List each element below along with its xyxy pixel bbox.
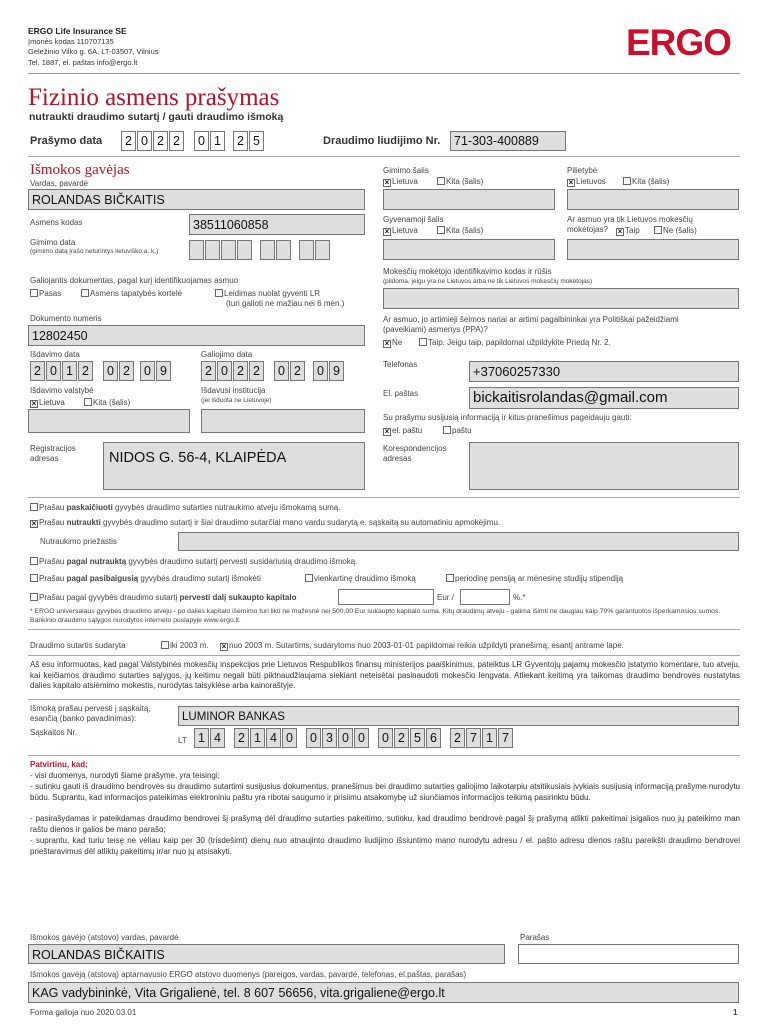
citizenship-label: Pilietybė	[567, 166, 598, 175]
divider	[28, 629, 740, 630]
issue-date-digit[interactable]: 2	[119, 361, 134, 381]
residence-field[interactable]	[383, 239, 555, 260]
company-address: Geležinio Vilko g. 6A, LT-03507, Vilnius	[28, 47, 159, 56]
issuer-field[interactable]	[201, 409, 365, 433]
company-contacts: Tel. 1887, el. paštas info@ergo.lt	[28, 58, 138, 67]
account-digit[interactable]: 7	[498, 728, 513, 748]
doc-option-residence-permit[interactable]: Leidimas nuolat gyventi LR	[215, 289, 320, 298]
checkbox-icon[interactable]	[437, 226, 445, 234]
issue-state-lithuania[interactable]: × Lietuva	[31, 398, 65, 408]
checkbox-checked-icon[interactable]: ×	[384, 427, 390, 436]
bank-label: Išmoką prašau pervesti į sąskaitą, esančią (banko pavadinimas):	[30, 704, 151, 723]
agent-label: Išmokos gavėją (atstovą) aptarnavusio ERGO atstovo duomenys (pareigos, vardas, pavardė, telefonas, el.paštas, parašas)	[30, 970, 467, 979]
personal-code-field[interactable]: 38511060858	[189, 214, 365, 235]
request-calculate[interactable]: Prašau paskaičiuoti gyvybės draudimo sutarties nutraukimo atveju išmokamą sumą.	[30, 503, 340, 512]
header-divider	[28, 73, 740, 74]
account-digit[interactable]: 6	[426, 728, 441, 748]
issue-date-digit[interactable]: 0	[46, 361, 61, 381]
checkbox-icon[interactable]	[419, 338, 427, 346]
pep-no[interactable]: × Ne	[384, 338, 403, 348]
email-field[interactable]: bickaitisrolandas@gmail.com	[469, 387, 739, 409]
request-transfer-terminated[interactable]: Prašau pagal nutrauktą gyvybės draudimo sutartį pervesti susidariusią draudimo išmoką.	[30, 557, 357, 566]
account-digit[interactable]: 0	[306, 728, 321, 748]
termination-reason-label: Nutraukimo priežastis	[40, 537, 117, 546]
issue-state-field[interactable]	[28, 409, 190, 433]
lt-taxpayer-field[interactable]	[567, 239, 739, 260]
withdrawal-percent-field[interactable]	[460, 589, 510, 605]
birth-country-label: Gimimo šalis	[383, 166, 429, 175]
info-delivery-email[interactable]: × el. paštu	[384, 426, 423, 436]
account-prefix: LT	[178, 736, 187, 745]
account-digit[interactable]: 4	[266, 728, 281, 748]
name-label: Vardas, pavardė	[30, 179, 89, 188]
request-terminate[interactable]: × Prašau nutraukti gyvybės draudimo sutartį ir šiai draudimo sutarčiai mano vardu sudarytą e. sąskaitą su automatiniu apmokėjimu.	[31, 518, 501, 528]
confirm-heading: Patvirtinu, kad:	[30, 760, 88, 769]
account-number-label: Sąskaitos Nr.	[30, 728, 78, 737]
divider	[28, 755, 740, 756]
doc-option-hint: (turi galioti ne mažiau nei 6 mėn.)	[226, 299, 345, 308]
email-label: El. paštas	[383, 389, 419, 398]
signer-name-label: Išmokos gavėjo (atstovo) vardas, pavardė	[30, 933, 179, 942]
birth-country-lithuania[interactable]: × Lietuva	[384, 177, 418, 187]
issuer-label: Išdavusi institucija	[201, 386, 266, 395]
account-digit[interactable]: 3	[322, 728, 337, 748]
birth-date-cell[interactable]	[205, 240, 220, 260]
account-digit[interactable]: 0	[282, 728, 297, 748]
page-subtitle: nutraukti draudimo sutartį / gauti draudimo išmoką	[29, 111, 284, 123]
footnote: * ERGO universalaus gyvybės draudimo atveju - po dalies kapitalo išėmimo turi likti ne mažesnė nei 500,00 Eur sukaupto kapitalo suma. Kitų draudimų atveju - galima išimti ne daugiau kaip 70% garantuotos išperkamosios sumos. Bankinio draudimo sąlygos nurodytos interneto puslapyje www.ergo.lt.	[30, 608, 721, 624]
request-date-digit[interactable]: 2	[153, 131, 168, 151]
birth-date-hint: (gimimo datą įrašo neturintys lietuviško a. k.)	[30, 248, 159, 255]
residence-lithuania[interactable]: × Lietuva	[384, 226, 418, 236]
birth-country-other[interactable]: Kita (šalis)	[437, 177, 483, 186]
signature-label: Parašas	[520, 933, 550, 942]
issue-date-digit[interactable]: 9	[156, 361, 171, 381]
request-date-digit[interactable]: 0	[137, 131, 152, 151]
valid-date-digit[interactable]: 0	[313, 361, 328, 381]
valid-date-digit[interactable]: 2	[290, 361, 305, 381]
checkbox-icon[interactable]	[84, 398, 92, 406]
account-digit[interactable]: 1	[482, 728, 497, 748]
policy-number-label: Draudimo liudijimo Nr.	[323, 135, 441, 147]
valid-date-digit[interactable]: 0	[274, 361, 289, 381]
residence-label: Gyvenamoji šalis	[383, 215, 444, 224]
account-digit[interactable]: 1	[250, 728, 265, 748]
valid-date-digit[interactable]: 2	[201, 361, 216, 381]
account-digit[interactable]: 0	[378, 728, 393, 748]
divider	[28, 699, 740, 700]
residence-other[interactable]: Kita (šalis)	[437, 226, 483, 235]
birth-date-cell[interactable]	[221, 240, 236, 260]
document-number-label: Dokumento numeris	[30, 314, 102, 323]
info-delivery-label: Su prašymu susijusią informaciją ir kitus pranešimus pageidauju gauti:	[383, 413, 632, 422]
issue-date-digit[interactable]: 0	[140, 361, 155, 381]
withdrawal-amount-field[interactable]	[338, 589, 434, 605]
account-digit[interactable]: 5	[410, 728, 425, 748]
checkbox-icon[interactable]	[30, 503, 38, 511]
checkbox-checked-icon[interactable]: ×	[384, 178, 390, 187]
registration-address-label: Registracijos adresas	[30, 444, 76, 463]
policy-number-field[interactable]: 71-303-400889	[450, 131, 566, 151]
tin-label: Mokesčių mokėtojo identifikavimo kodas ir rūšis	[383, 267, 552, 276]
withdrawal-percent-label: %.*	[513, 593, 526, 602]
birth-date-cell[interactable]	[189, 240, 204, 260]
pep-label: Ar asmuo, jo artimieji šeimos nariai ar artimi pagalbininkai yra Politiškai pažeidžiami (paveikiami) asmenys (PPA)?	[383, 315, 679, 334]
request-partial-withdrawal[interactable]: Prašau pagal gyvybės draudimo sutartį pervesti dalį sukaupto kapitalo	[30, 593, 296, 602]
signer-name-field[interactable]: ROLANDAS BIČKAITIS	[28, 944, 505, 964]
payout-pension[interactable]: periodinę pensiją ar mėnesinę studijų stipendiją	[446, 574, 623, 583]
issue-date-digit[interactable]: 0	[103, 361, 118, 381]
account-digit[interactable]: 2	[234, 728, 249, 748]
recipient-heading: Išmokos gavėjas	[30, 162, 130, 178]
checkbox-icon[interactable]	[305, 574, 313, 582]
request-date-digit[interactable]: 2	[121, 131, 136, 151]
page-title: Fizinio asmens prašymas	[28, 84, 280, 111]
account-digit[interactable]: 1	[194, 728, 209, 748]
lt-taxpayer-no[interactable]: Ne (šalis)	[654, 226, 697, 235]
withdrawal-eur-label: Eur /	[437, 593, 454, 602]
issue-date-label: Išdavimo data	[30, 350, 80, 359]
contract-date-label: Draudimo sutartis sudaryta	[30, 641, 126, 650]
form-validity: Forma galioja nuo 2020.03.01	[30, 1008, 137, 1017]
payout-lump-sum[interactable]: vienkartinę draudimo išmoką	[305, 574, 416, 583]
checkbox-icon[interactable]	[654, 226, 662, 234]
citizenship-other[interactable]: Kita (šalis)	[623, 177, 669, 186]
name-field[interactable]: ROLANDAS BIČKAITIS	[28, 189, 365, 210]
valid-date-digit[interactable]: 2	[249, 361, 264, 381]
request-date-label: Prašymo data	[30, 135, 103, 147]
checkbox-icon[interactable]	[30, 557, 38, 565]
lt-taxpayer-yes[interactable]: × Taip	[617, 226, 640, 236]
request-date-digit[interactable]: 2	[169, 131, 184, 151]
checkbox-icon[interactable]	[81, 289, 89, 297]
account-digit[interactable]: 7	[466, 728, 481, 748]
ergo-logo: ERGO	[626, 22, 731, 63]
birth-country-field[interactable]	[383, 189, 555, 210]
issuer-hint: (jei išduota ne Lietuvoje)	[201, 397, 272, 404]
checkbox-icon[interactable]	[443, 426, 451, 434]
birth-date-cell[interactable]	[315, 240, 330, 260]
request-date-digit[interactable]: 1	[210, 131, 225, 151]
checkbox-checked-icon[interactable]: ×	[384, 339, 390, 348]
confirm-bullet: - pasirašydamas ir pateikdamas draudimo bendrovei šį prašymą dėl draudimo sutarties pakeitimo, sutinku, kad draudimo bendrovė pagal šį prašymą atlikti pakeitimai įsigalios nuo jų pateikimo man raštu dienos ir galios be mano parašo;	[30, 814, 740, 834]
pep-yes[interactable]: Taip. Jeigu taip, papildomai užpildykite Priedą Nr. 2.	[419, 338, 611, 347]
checkbox-icon[interactable]	[215, 289, 223, 297]
contract-before-2003[interactable]: iki 2003 m.	[161, 641, 209, 650]
divider	[28, 156, 740, 157]
checkbox-icon[interactable]	[446, 574, 454, 582]
citizenship-field[interactable]	[567, 189, 739, 210]
confirm-bullet: - visi duomenys, nurodyti šiame prašyme, yra teisingi;	[30, 771, 220, 780]
birth-date-cell[interactable]	[260, 240, 275, 260]
checkbox-checked-icon[interactable]: ×	[31, 519, 37, 528]
issue-date-digit[interactable]: 2	[78, 361, 93, 381]
info-delivery-post[interactable]: paštu	[443, 426, 472, 435]
checkbox-checked-icon[interactable]: ×	[384, 227, 390, 236]
birth-date-cell[interactable]	[299, 240, 314, 260]
request-date-digit[interactable]: 2	[233, 131, 248, 151]
account-digit[interactable]: 4	[210, 728, 225, 748]
correspondence-address-field[interactable]	[469, 442, 739, 490]
tin-field[interactable]	[383, 288, 739, 309]
valid-date-label: Galiojimo data	[201, 350, 253, 359]
checkbox-icon[interactable]	[623, 177, 631, 185]
agent-field[interactable]: KAG vadybininkė, Vita Grigalienė, tel. 8 607 56656, vita.grigaliene@ergo.lt	[28, 982, 739, 1003]
request-pay-ended[interactable]: Prašau pagal pasibaigusią gyvybės draudimo sutartį išmokėti	[30, 574, 261, 583]
bank-name-field[interactable]: LUMINOR BANKAS	[178, 706, 739, 726]
citizenship-lithuania[interactable]: × Lietuvos	[568, 177, 606, 187]
registration-address-field[interactable]: NIDOS G. 56-4, KLAIPĖDA	[103, 442, 365, 490]
checkbox-icon[interactable]	[437, 177, 445, 185]
termination-reason-field[interactable]	[178, 532, 739, 551]
doc-option-passport[interactable]: Pasas	[30, 289, 61, 298]
confirm-bullet: - sutinku gauti iš draudimo bendrovės su draudimo sutartimi susijusius dokumentus, pranešimus bei draudimo sutarties galiojimo laikotarpiu atsitikusiais įvykiais susijusią informaciją prašyme nurodytu būdu. Suprantu, kad informacijos pateikimas elektroniniu paštu yra ribotai saugumo ir prisiimu atsakomybę už siunčiamos informacijos teikimą pasirinktu būdu.	[30, 782, 740, 802]
phone-field[interactable]: +37060257330	[469, 361, 739, 382]
checkbox-checked-icon[interactable]: ×	[221, 642, 227, 651]
checkbox-icon[interactable]	[161, 641, 169, 649]
issue-state-label: Išdavimo valstybė	[30, 386, 94, 395]
tax-notice: Aš esu informuotas, kad pagal Valstybinės mokesčių inspekcijos prie Lietuvos Respublikos finansų ministerijos paaiškinimus, pateiktus LR Gyventojų pajamų mokesčio įstatymo komentare, tuo atveju, kai keičiamos draudimo sutarties sąlygos, jų keitimu negali būti piktnaudžiaujama siekiant neteisėtai pasinaudoti mokesčio lengvata. Atliekant keitimą yra taikomas draudimo bendrovės nustatytas dalies kapitalo atsiėmimo mokestis, nurodytas taisyklėse arba kainoraštyje.	[30, 660, 740, 690]
request-date-digit[interactable]: 0	[194, 131, 209, 151]
valid-date-digit[interactable]: 2	[233, 361, 248, 381]
account-digit[interactable]: 0	[338, 728, 353, 748]
account-digit[interactable]: 0	[354, 728, 369, 748]
correspondence-address-label: Korespondencijos adresas	[383, 444, 447, 463]
personal-code-label: Asmens kodas	[30, 218, 83, 227]
contract-from-2003[interactable]: × nuo 2003 m. Sutartims, sudarytoms nuo 2003-01-01 papildomai reikia užpildyti pranešimą, esantį antrame lape.	[221, 641, 624, 651]
issue-state-other[interactable]: Kita (šalis)	[84, 398, 130, 407]
phone-label: Telefonas	[383, 360, 418, 369]
document-label: Galiojantis dokumentas, pagal kurį identifikuojamas asmuo	[30, 276, 239, 285]
checkbox-checked-icon[interactable]: ×	[568, 178, 574, 187]
company-name: ERGO Life Insurance SE	[28, 26, 127, 36]
valid-date-digit[interactable]: 0	[217, 361, 232, 381]
lt-taxpayer-label: Ar asmuo yra tik Lietuvos mokesčių mokėtojas?	[567, 215, 693, 234]
company-code: Įmonės kodas 110707135	[28, 37, 114, 46]
request-date-digit[interactable]: 5	[249, 131, 264, 151]
signature-field[interactable]	[518, 944, 739, 964]
confirm-bullet: - suprantu, kad turiu teisę ne vėliau kaip per 30 (trisdešimt) dienų nuo atnaujinto draudimo liudijimo išsiuntimo mano nurodytu adresu / el. pašto adresu dienos raštu pareikšti draudimo bendrovei prieštaravimus dėl atliktų pakeitimų ir/ar nuo jų atsisakyti.	[30, 836, 740, 856]
divider	[28, 655, 740, 656]
checkbox-icon[interactable]	[30, 574, 38, 582]
issue-date-digit[interactable]: 1	[62, 361, 77, 381]
birth-date-cell[interactable]	[276, 240, 291, 260]
birth-date-label: Gimimo data	[30, 238, 76, 247]
account-digit[interactable]: 2	[450, 728, 465, 748]
checkbox-icon[interactable]	[30, 289, 38, 297]
page-number: 1	[733, 1008, 738, 1017]
checkbox-checked-icon[interactable]: ×	[31, 399, 37, 408]
birth-date-cell[interactable]	[237, 240, 252, 260]
issue-date-digit[interactable]: 2	[30, 361, 45, 381]
account-digit[interactable]: 2	[394, 728, 409, 748]
tin-hint: (pildoma, jeigu yra ne Lietuvos arba ne tik Lietuvos mokesčių mokėtojas)	[383, 278, 593, 285]
checkbox-icon[interactable]	[30, 593, 38, 601]
valid-date-digit[interactable]: 9	[329, 361, 344, 381]
divider	[28, 497, 740, 498]
document-number-field[interactable]: 12802450	[28, 325, 365, 346]
doc-option-id-card[interactable]: Asmens tapatybės kortelė	[81, 289, 182, 298]
checkbox-checked-icon[interactable]: ×	[617, 227, 623, 236]
